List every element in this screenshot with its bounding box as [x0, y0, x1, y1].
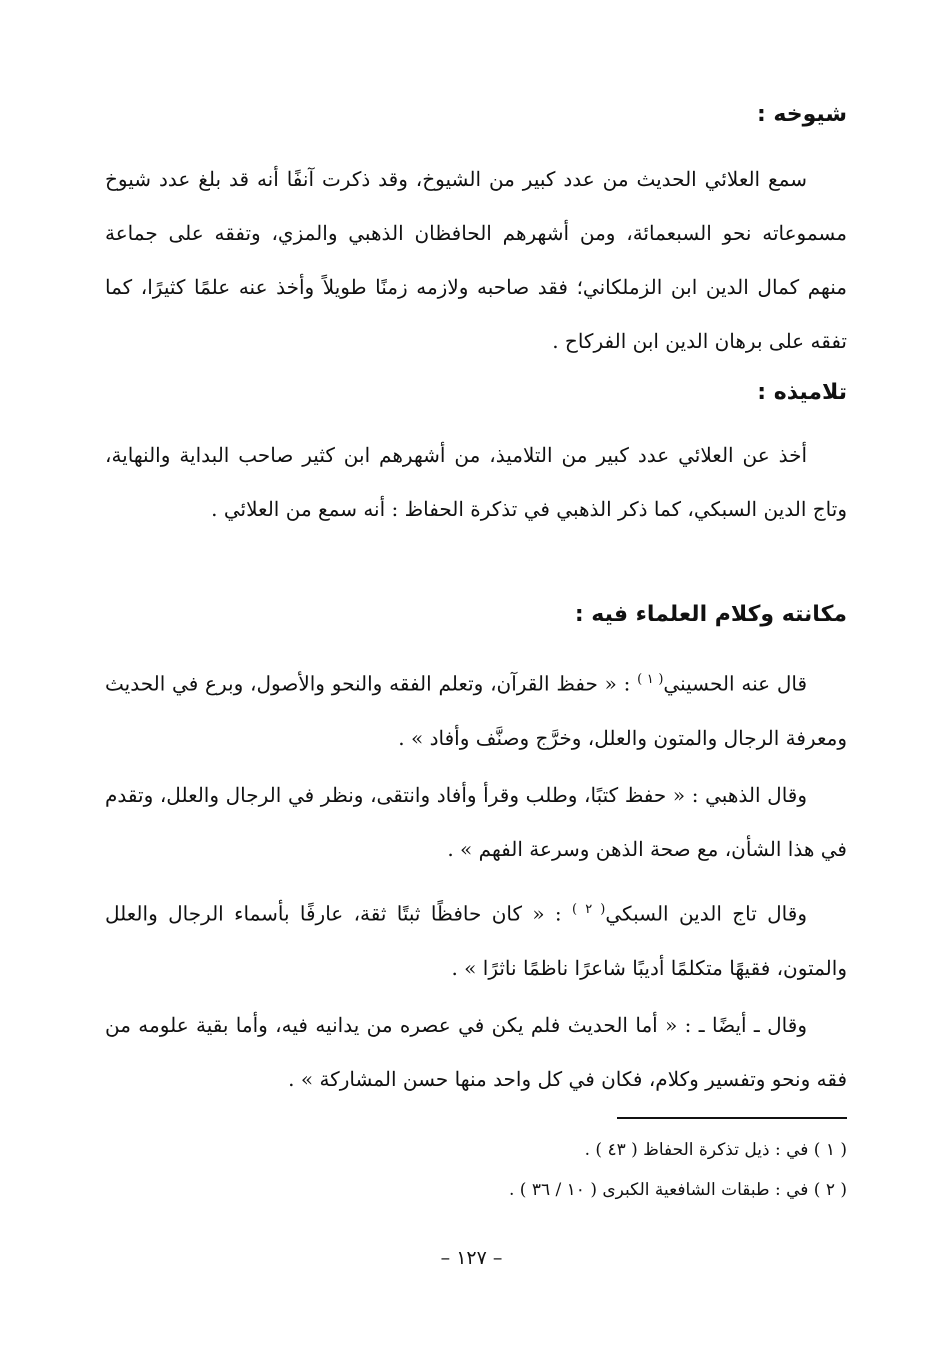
- heading-students: تلاميذه :: [757, 380, 847, 405]
- paragraph-students: أخذ عن العلائي عدد كبير من التلاميذ، من أشهرهم ابن كثير صاحب البداية والنهاية، وتاج الدين السبكي، كما ذكر الذهبي في تذكرة الحفاظ : أنه سمع من العلائي .: [105, 443, 847, 521]
- paragraph-text: : « حفظ القرآن، وتعلم الفقه والنحو والأصول، وبرع في الحديث ومعرفة الرجال والمتون والعلل، وخرَّج وصنَّف وأفاد » .: [105, 671, 847, 750]
- footnote-1: ( ١ ) في : ذيل تذكرة الحفاظ ( ٤٣ ) .: [584, 1140, 847, 1160]
- footnote-ref-1[interactable]: ( ١ ): [637, 672, 664, 687]
- paragraph-subki-quote-2: وقال ـ أيضًا ـ : « أما الحديث فلم يكن في عصره من يدانيه فيه، وأما بقية علومه من فقه ونحو وتفسير وكلام، فكان في كل واحد منها حسن المشاركة » .: [105, 1013, 847, 1091]
- footnote-ref-2[interactable]: ( ٢ ): [572, 902, 606, 917]
- page-number: – ١٢٧ –: [440, 1247, 503, 1269]
- paragraph-text: : « كان حافظًا ثبتًا ثقة، عارفًا بأسماء الرجال والعلل والمتون، فقيهًا متكلمًا أديبًا شاعرًا ناظمًا ناثرًا » .: [105, 901, 847, 980]
- footnote-2: ( ٢ ) في : طبقات الشافعية الكبرى ( ١٠ / ٣٦ ) .: [509, 1180, 847, 1200]
- paragraph-subki-quote: [105, 883, 847, 995]
- heading-status: مكانته وكلام العلماء فيه :: [574, 602, 847, 627]
- paragraph-text: قال عنه الحسيني: [663, 671, 808, 696]
- paragraph-dhahabi-quote: وقال الذهبي : « حفظ كتبًا، وطلب وقرأ وأفاد وانتقى، ونظر في الرجال والعلل، وتقدم في هذا الشأن، مع صحة الذهن وسرعة الفهم » .: [105, 783, 847, 861]
- footnotes: [105, 1130, 847, 1210]
- paragraph-teachers: سمع العلائي الحديث من عدد كبير من الشيوخ، وقد ذكرت آنفًا أنه قد بلغ عدد شيوخ مسموعاته نحو السبعمائة، ومن أشهرهم الحافظان الذهبي والمزي، وتفقه على جماعة منهم كمال الدين ابن الزملكاني؛ فقد صاحبه ولازمه زمنًا طويلاً وأخذ عنه علمًا كثيرًا، كما تفقه على برهان الدين ابن الفركاح .: [105, 167, 847, 353]
- heading-teachers: شيوخه :: [756, 102, 847, 127]
- paragraph-husseini-quote: [105, 653, 847, 765]
- footnote-divider: [617, 1117, 847, 1119]
- paragraph-text: وقال تاج الدين السبكي: [605, 901, 807, 926]
